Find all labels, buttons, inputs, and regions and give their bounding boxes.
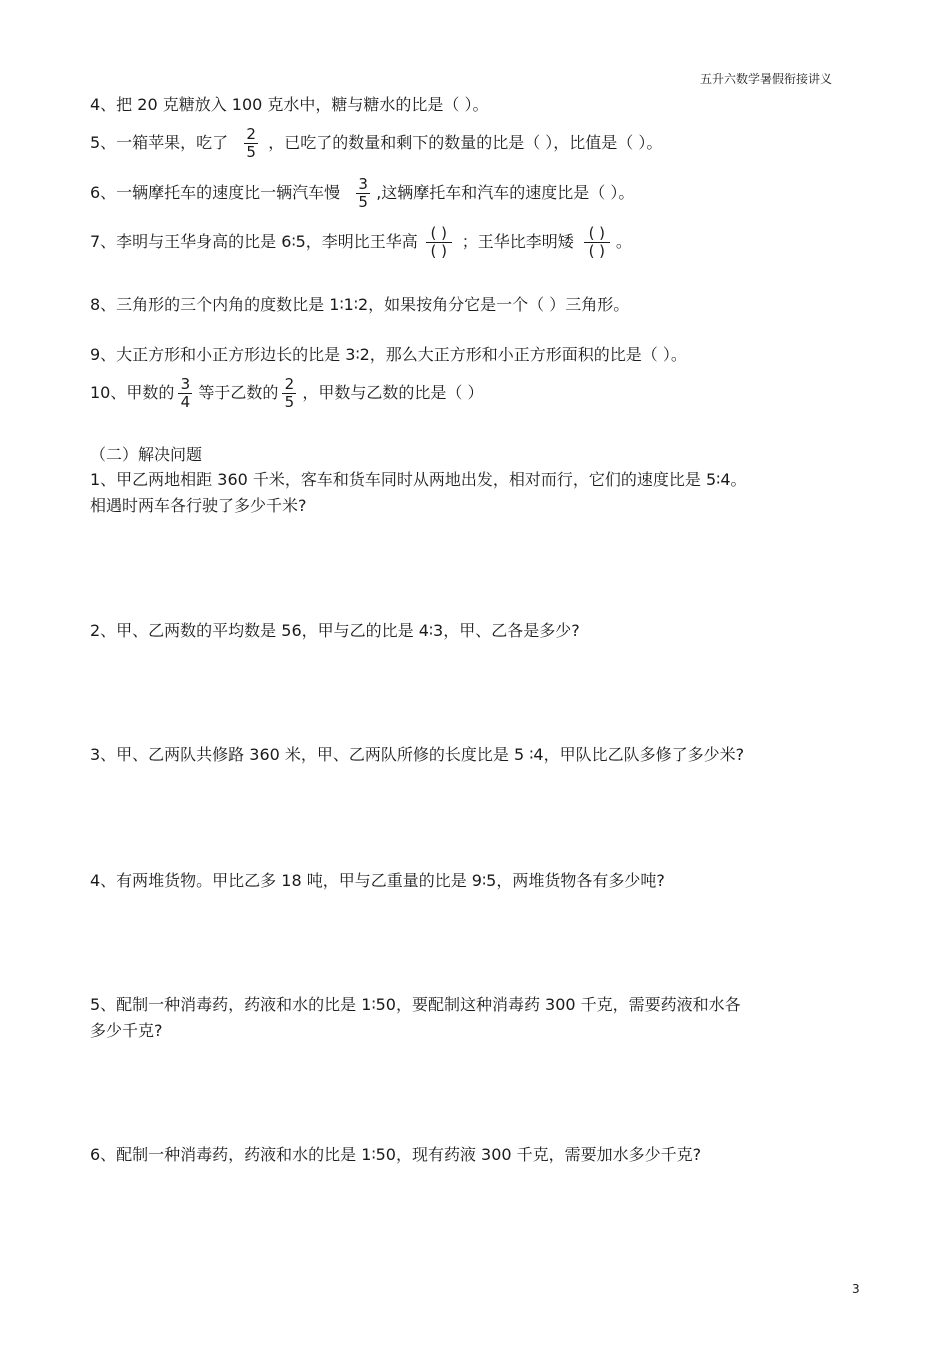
problem-5-line-1: 5、配制一种消毒药，药液和水的比是 1∶50，要配制这种消毒药 300 千克，需要药液和水各 <box>90 995 741 1014</box>
question-8-text: 8、三角形的三个内角的度数比是 1∶1∶2，如果按角分它是一个（ ）三角形。 <box>90 295 630 314</box>
page-number: 3 <box>852 1282 860 1296</box>
question-9-text: 9、大正方形和小正方形边长的比是 3∶2，那么大正方形和小正方形面积的比是（ ）。 <box>90 345 687 364</box>
problem-1-line-2: 相遇时两车各行驶了多少千米? <box>90 496 307 515</box>
problem-4 <box>90 871 665 891</box>
fraction-numerator: 3 <box>358 174 368 193</box>
section-title <box>90 445 202 465</box>
question-7-prefix: 7、李明与王华身高的比是 6∶5，李明比王华高 <box>90 232 418 251</box>
blank-fraction-taller[interactable] <box>426 225 452 260</box>
problem-3 <box>90 745 744 765</box>
question-7 <box>90 222 632 262</box>
question-4 <box>90 95 489 115</box>
question-5 <box>90 124 662 162</box>
question-10-suffix: ，甲数与乙数的比是（ ） <box>302 383 484 402</box>
question-8 <box>90 295 629 315</box>
fraction-denominator: 5 <box>246 142 256 161</box>
fraction-denominator: 4 <box>180 392 191 411</box>
fraction-numerator: 2 <box>284 374 295 393</box>
fraction-denominator-blank: ( ) <box>430 241 448 260</box>
section-title-text: （二）解决问题 <box>90 445 203 464</box>
problem-1-continued <box>90 496 307 516</box>
fraction-denominator: 5 <box>284 392 295 411</box>
fraction-three-fifths <box>356 176 370 211</box>
problem-2 <box>90 621 580 641</box>
fraction-denominator-blank: ( ) <box>588 241 606 260</box>
question-6 <box>90 174 634 212</box>
document-header: 五升六数学暑假衔接讲义 <box>700 72 833 86</box>
problem-1-line-1: 1、甲乙两地相距 360 千米，客车和货车同时从两地出发，相对而行，它们的速度比是 5∶4。 <box>90 470 747 489</box>
question-10 <box>90 373 483 413</box>
fraction-three-quarters <box>178 376 192 411</box>
problem-2-line-1: 2、甲、乙两数的平均数是 56，甲与乙的比是 4∶3，甲、乙各是多少? <box>90 621 580 640</box>
problem-5 <box>90 995 741 1015</box>
question-6-prefix: 6、一辆摩托车的速度比一辆汽车慢 <box>90 183 341 202</box>
fraction-numerator: 2 <box>246 124 256 143</box>
problem-5-continued <box>90 1021 163 1041</box>
problem-5-line-2: 多少千克? <box>90 1021 163 1040</box>
question-7-middle: ；王华比李明矮 <box>461 232 574 251</box>
problem-4-line-1: 4、有两堆货物。甲比乙多 18 吨，甲与乙重量的比是 9∶5，两堆货物各有多少吨? <box>90 871 665 890</box>
question-6-suffix: ,这辆摩托车和汽车的速度比是（ ）。 <box>376 183 635 202</box>
question-9 <box>90 345 687 365</box>
problem-3-line-1: 3、甲、乙两队共修路 360 米，甲、乙两队所修的长度比是 5 ∶4，甲队比乙队多修了多少米? <box>90 745 745 764</box>
fraction-denominator: 5 <box>358 192 368 211</box>
question-10-middle: 等于乙数的 <box>198 383 279 402</box>
fraction-two-fifths <box>282 376 296 411</box>
fraction-numerator: 3 <box>180 374 191 393</box>
question-5-prefix: 5、一箱苹果，吃了 <box>90 133 229 152</box>
blank-fraction-shorter[interactable] <box>584 225 610 260</box>
fraction-numerator-blank: ( ) <box>588 223 606 242</box>
problem-6-line-1: 6、配制一种消毒药，药液和水的比是 1∶50，现有药液 300 千克，需要加水多少千克? <box>90 1145 702 1164</box>
problem-1 <box>90 470 747 490</box>
problem-6 <box>90 1145 701 1165</box>
question-4-text: 4、把 20 克糖放入 100 克水中，糖与糖水的比是（ ）。 <box>90 95 489 114</box>
question-10-prefix: 10、甲数的 <box>90 383 175 402</box>
fraction-two-fifths <box>244 126 258 161</box>
question-5-suffix: ，已吃了的数量和剩下的数量的比是（ ），比值是（ ）。 <box>268 133 663 152</box>
fraction-numerator-blank: ( ) <box>430 223 448 242</box>
question-7-end: 。 <box>615 232 632 251</box>
